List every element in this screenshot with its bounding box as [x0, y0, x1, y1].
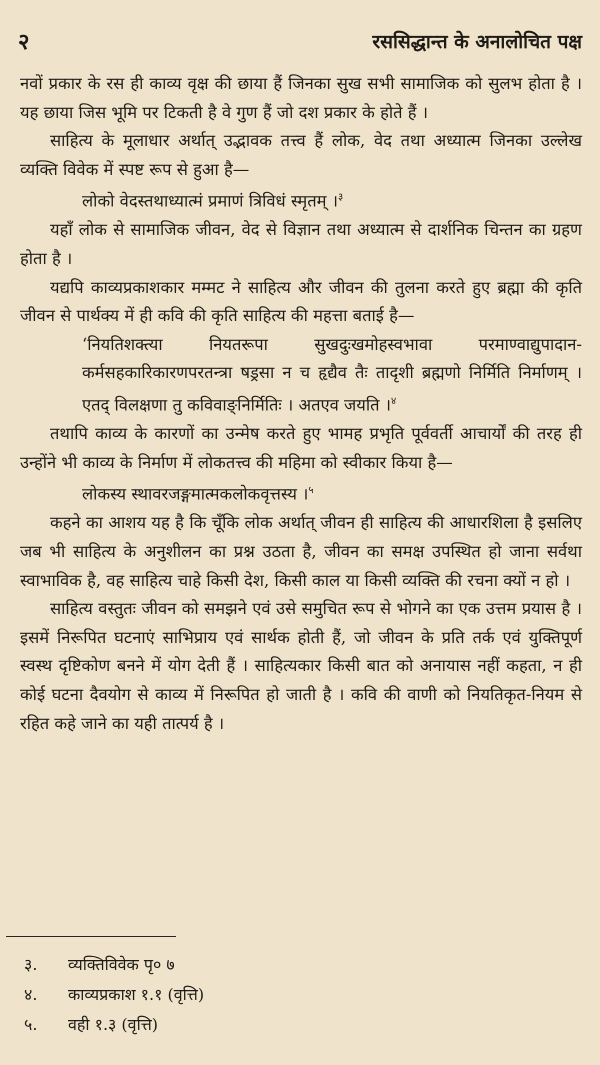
verse-text: लोको वेदस्तथाध्यात्मं प्रमाणं त्रिविधं स्मृतम् । — [82, 191, 339, 211]
footnote-marker: ३ — [338, 192, 344, 204]
footnote-item — [24, 980, 204, 1010]
paragraph: साहित्य के मूलाधार अर्थात् उद्भावक तत्त्व हैं लोक, वेद तथा अध्यात्म जिनका उल्लेख व्यक्ति विवेक में स्पष्ट रूप से हुआ है— — [20, 131, 582, 179]
paragraph: साहित्य वस्तुतः जीवन को समझने एवं उसे समुचित रूप से भोगने का एक उत्तम प्रयास है । इसमें निरूपित घटनाएं साभिप्राय एवं सार्थक होती हैं, जो जीवन के प्रति तर्क एवं युक्तिपूर्ण स्वस्थ दृष्टिकोण बनने में योग देती हैं । साहित्यकार किसी बात को अनायास नहीं कहता, न ही कोई घटना दैवयोग से काव्य में निरूपित हो जाती है । कवि की वाणी को नियतिकृत-नियम से रहित कहे जाने का यही तात्पर्य है । — [20, 599, 582, 733]
footnote-item — [24, 950, 204, 980]
running-title: रससिद्धान्त के अनालोचित पक्ष — [372, 31, 582, 53]
verse-quote — [82, 184, 582, 216]
footnote-text: काव्यप्रकाश १.१ (वृत्ति) — [68, 985, 205, 1004]
footnotes — [24, 950, 204, 1040]
footnote-item — [24, 1010, 204, 1040]
footnote-marker: ५ — [308, 485, 314, 497]
page-number: २ — [18, 29, 30, 55]
quote-text: ‘नियतिशक्त्या नियतरूपा सुखदुःखमोहस्वभावा परमाण्वाद्युपादान-कर्मसहकारिकारणपरतन्त्रा षड्रसा न च हृद्यैव तैः तादृशी ब्रह्मणो निर्मिति निर्माणम् । एतद् विलक्षणा तु कविवाङ्निर्मितिः । अतएव जयति । — [82, 334, 582, 415]
paragraph: यद्यपि काव्यप्रकाशकार मम्मट ने साहित्य और जीवन की तुलना करते हुए ब्रह्मा की कृति जीवन से पार्थक्य में ही कवि की कृति साहित्य की महत्ता बताई है— — [20, 277, 582, 326]
paragraph: तथापि काव्य के कारणों का उन्मेष करते हुए भामह प्रभृति पूर्ववर्ती आचार्यों की तरह ही उन्होंने भी काव्य के निर्माण में लोकतत्त्व की महिमा को स्वीकार किया है— — [20, 424, 582, 472]
body-text — [20, 70, 582, 738]
verse-quote — [82, 477, 582, 509]
block-quote — [82, 331, 582, 420]
footnote-marker: ४ — [391, 396, 397, 408]
footnote-number: ३. — [24, 955, 38, 974]
footnote-text: वही १.३ (वृत्ति) — [68, 1015, 159, 1034]
footnote-text: व्यक्तिविवेक पृ० ७ — [68, 955, 175, 974]
paragraph: कहने का आशय यह है कि चूँकि लोक अर्थात् जीवन ही साहित्य की आधारशिला है इसलिए जब भी साहित्य के अनुशीलन का प्रश्न उठता है, जीवन का समक्ष उपस्थित हो जाना सर्वथा स्वाभाविक है, वह साहित्य चाहे किसी देश, किसी काल या किसी व्यक्ति की रचना क्यों न हो । — [20, 513, 582, 590]
page-header — [18, 26, 582, 54]
footnote-divider — [6, 936, 176, 937]
paragraph: नवों प्रकार के रस ही काव्य वृक्ष की छाया हैं जिनका सुख सभी सामाजिक को सुलभ होता है । यह छाया जिस भूमि पर टिकती है वे गुण हैं जो दश प्रकार के होते हैं । — [20, 74, 582, 122]
footnote-number: ५. — [24, 1015, 38, 1034]
verse-text: लोकस्य स्थावरजङ्गमात्मकलोकवृत्तस्य । — [82, 484, 309, 504]
footnote-number: ४. — [24, 985, 38, 1004]
paragraph: यहाँ लोक से सामाजिक जीवन, वेद से विज्ञान तथा अध्यात्म से दार्शनिक चिन्तन का ग्रहण होता है । — [20, 220, 582, 269]
